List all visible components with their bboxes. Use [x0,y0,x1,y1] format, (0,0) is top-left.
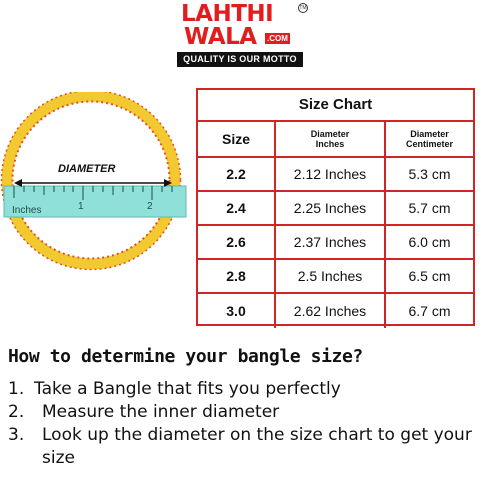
header-size: Size [198,122,276,156]
instructions-heading: How to determine your bangle size? [8,346,363,367]
logo-line-2: WALA [184,24,257,50]
header-cm-line1: Diameter [410,129,449,139]
cm-cell: 6.5 cm [408,268,451,284]
step-text: Measure the inner diameter [42,402,280,422]
inches-cell: 2.5 Inches [276,260,386,292]
header-cm-line2: Centimeter [405,139,453,149]
inches-cell: 2.62 Inches [276,294,386,328]
list-item [8,401,474,424]
size-cell: 3.0 [198,294,276,328]
list-item [8,424,474,470]
header-diameter-inches [276,122,386,156]
size-chart-title: Size Chart [198,90,473,122]
instructions-list [8,378,474,470]
step-number: 1. [8,379,25,399]
table-row [198,192,473,226]
ruler [4,186,186,217]
table-row [198,226,473,260]
size-cell: 2.2 [198,158,276,190]
cm-cell: 6.7 cm [408,303,451,319]
cm-cell: 6.0 cm [408,234,451,250]
size-chart-table [196,88,475,326]
bangle-measure-illustration [0,92,196,272]
inches-cell: 2.12 Inches [276,158,386,190]
ruler-tick-2: 2 [147,201,153,212]
cm-cell: 5.3 cm [408,166,451,182]
logo-line-1: LAHTHI [181,1,274,27]
inches-cell: 2.25 Inches [276,192,386,224]
cm-cell: 5.7 cm [408,200,451,216]
table-row [198,294,473,328]
size-chart-header-row [198,122,473,158]
header-inches-line2: Inches [315,139,345,149]
ruler-tick-1: 1 [78,201,84,212]
header-diameter-cm [386,122,473,156]
ruler-unit-label: Inches [12,205,42,216]
table-row [198,260,473,294]
inches-cell: 2.37 Inches [276,226,386,258]
logo-com-tag: .COM [267,34,288,43]
size-cell: 2.6 [198,226,276,258]
bangle-ring [2,92,181,270]
step-number: 2. [8,402,25,422]
size-cell: 2.8 [198,260,276,292]
step-number: 3. [8,425,25,445]
diameter-label: DIAMETER [58,163,116,175]
trademark-icon: TM [299,5,307,11]
step-text: Look up the diameter on the size chart to get your size [42,425,472,468]
step-text: Take a Bangle that fits you perfectly [34,379,341,399]
size-cell: 2.4 [198,192,276,224]
list-item [8,378,474,401]
brand-motto: QUALITY IS OUR MOTTO [177,52,303,67]
header-inches-line1: Diameter [310,129,350,139]
table-row [198,158,473,192]
